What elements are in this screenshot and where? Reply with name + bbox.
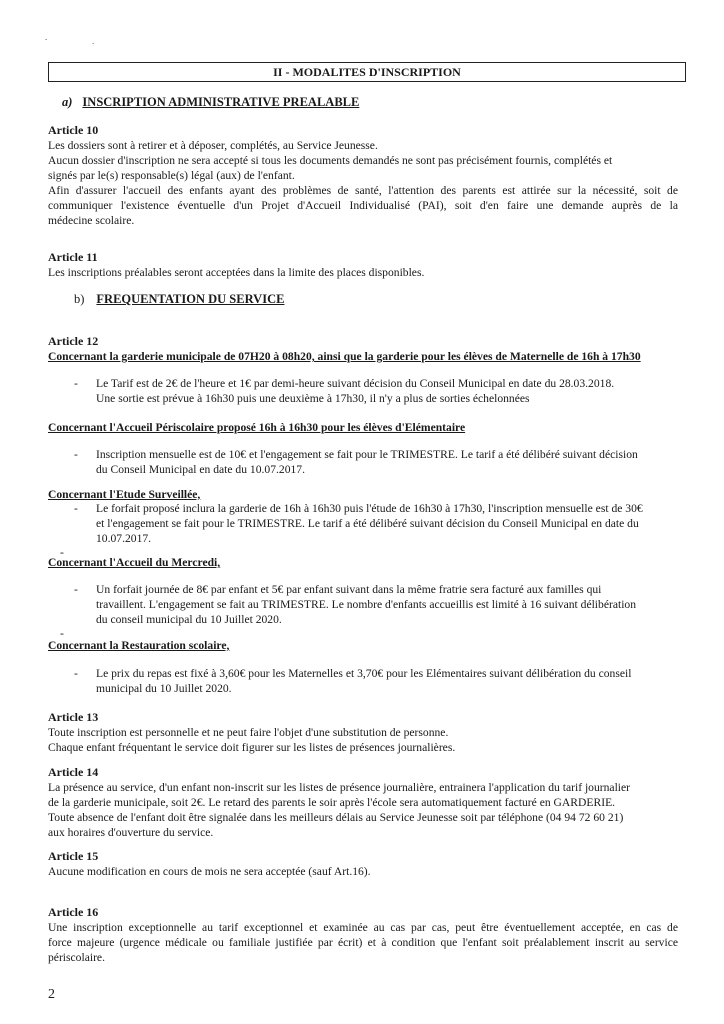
article-10-body [48, 138, 678, 228]
bullet-dash: - [74, 502, 78, 515]
article-13-title: Article 13 [48, 710, 99, 724]
article-12-title: Article 12 [48, 334, 99, 348]
article-12-heading-garderie: Concernant la garderie municipale de 07H20 à 08h20, ainsi que la garderie pour les élèves de Maternelle de 16h à 17h30 [48, 350, 641, 363]
stray-dash: - [60, 627, 64, 640]
list-item [74, 501, 694, 546]
text-line: aux horaires d'ouverture du service. [48, 826, 214, 839]
scan-mark: . [45, 32, 48, 42]
bullet-dash: - [74, 583, 78, 596]
page-number: 2 [48, 987, 55, 1002]
article-16-body [48, 920, 678, 965]
section-title: II - MODALITES D'INSCRIPTION [48, 62, 686, 82]
text-line: du conseil municipal du 10 Juillet 2020. [96, 613, 282, 626]
text-line: Chaque enfant fréquentant le service doit figurer sur les listes de présences journalières. [48, 741, 456, 754]
subsection-a-heading [62, 95, 359, 110]
list-item [74, 666, 694, 696]
text-line: Une sortie est prévue à 16h30 puis une deuxième à 17h30, il n'y a plus de sorties échelonnées [96, 392, 530, 405]
text-line: médecine scolaire. [48, 214, 135, 227]
bullet-dash: - [74, 667, 78, 680]
article-14-body [48, 780, 678, 840]
text-line: La présence au service, d'un enfant non-inscrit sur les listes de présence journalière, entrainera l'application du tarif journalier [48, 781, 631, 794]
article-12-heading-restauration: Concernant la Restauration scolaire, [48, 639, 230, 652]
bullet-dash: - [74, 377, 78, 390]
article-12-heading-periscolaire: Concernant l'Accueil Périscolaire proposé 16h à 16h30 pour les élèves d'Elémentaire [48, 421, 466, 434]
stray-dash: - [60, 546, 64, 559]
text-line: communiquer l'existence éventuelle d'un Projet d'Accueil Individualisé (PAI), soit d'en faire une demande auprès de la [48, 199, 678, 212]
text-line: du Conseil Municipal en date du 10.07.2017. [96, 463, 305, 476]
subsection-index: b) [74, 292, 85, 306]
article-15-title: Article 15 [48, 849, 99, 863]
text-line: Un forfait journée de 8€ par enfant et 5€ par enfant suivant dans la même fratrie sera facturé aux familles qui [96, 583, 602, 596]
article-10-title: Article 10 [48, 123, 99, 137]
text-line: Aucun dossier d'inscription ne sera accepté si tous les documents demandés ne sont pas précisément fournis, complétés et [48, 154, 613, 167]
article-11-title: Article 11 [48, 250, 98, 264]
text-line: et l'engagement se fait pour le TRIMESTRE. Le tarif a été délibéré suivant décision du Conseil Municipal en date du [96, 517, 639, 530]
text-line: Le Tarif est de 2€ de l'heure et 1€ par demi-heure suivant décision du Conseil Municipal en date du 28.03.2018. [96, 377, 615, 390]
article-11-body: Les inscriptions préalables seront acceptées dans la limite des places disponibles. [48, 266, 425, 279]
text-line: Toute absence de l'enfant doit être signalée dans les meilleurs délais au Service Jeunesse soit par téléphone (04 94 72 60 21) [48, 811, 624, 824]
text-line: Le forfait proposé inclura la garderie de 16h à 16h30 puis l'étude de 16h30 à 17h30, l'inscription mensuelle est de 30€ [96, 502, 643, 515]
article-16-title: Article 16 [48, 905, 99, 919]
list-item [74, 582, 694, 627]
subsection-title: INSCRIPTION ADMINISTRATIVE PREALABLE [82, 95, 360, 109]
article-12-heading-mercredi: Concernant l'Accueil du Mercredi, [48, 556, 221, 569]
text-line: Toute inscription est personnelle et ne peut faire l'objet d'une substitution de personne. [48, 726, 449, 739]
text-line: travaillent. L'engagement se fait au TRIMESTRE. Le nombre d'enfants accueillis est limité à 16 suivant délibération [96, 598, 637, 611]
list-item [74, 376, 694, 406]
text-line: Les dossiers sont à retirer et à déposer, complétés, au Service Jeunesse. [48, 139, 378, 152]
text-line: périscolaire. [48, 951, 105, 964]
subsection-title: FREQUENTATION DU SERVICE [96, 292, 285, 306]
text-line: municipal du 10 Juillet 2020. [96, 682, 232, 695]
article-13-body [48, 725, 678, 755]
article-14-title: Article 14 [48, 765, 99, 779]
text-line: 10.07.2017. [96, 532, 152, 545]
article-12-heading-etude: Concernant l'Etude Surveillée, [48, 488, 201, 501]
article-15-body: Aucune modification en cours de mois ne sera acceptée (sauf Art.16). [48, 865, 371, 878]
text-line: Afin d'assurer l'accueil des enfants ayant des problèmes de santé, l'attention des parents est attirée sur la nécessité, soit de [48, 184, 678, 197]
subsection-index: a) [62, 95, 73, 109]
text-line: signés par le(s) responsable(s) légal (aux) de l'enfant. [48, 169, 295, 182]
text-line: Le prix du repas est fixé à 3,60€ pour les Maternelles et 3,70€ pour les Elémentaires suivant délibération du conseil [96, 667, 632, 680]
list-item [74, 447, 694, 477]
text-line: Une inscription exceptionnelle au tarif exceptionnel et examinée au cas par cas, peut être éventuellement acceptée, en cas de [48, 921, 678, 934]
text-line: force majeure (urgence médicale ou familiale justifiée par écrit) et à condition que l'enfant soit préalablement inscrit au service [48, 936, 678, 949]
text-line: Inscription mensuelle est de 10€ et l'engagement se fait pour le TRIMESTRE. Le tarif a été délibéré suivant décision [96, 448, 638, 461]
subsection-b-heading [74, 292, 284, 307]
scan-mark: . [92, 36, 95, 46]
text-line: de la garderie municipale, soit 2€. Le retard des parents le soir après l'école sera automatiquement facturé en GARDERIE. [48, 796, 616, 809]
bullet-dash: - [74, 448, 78, 461]
